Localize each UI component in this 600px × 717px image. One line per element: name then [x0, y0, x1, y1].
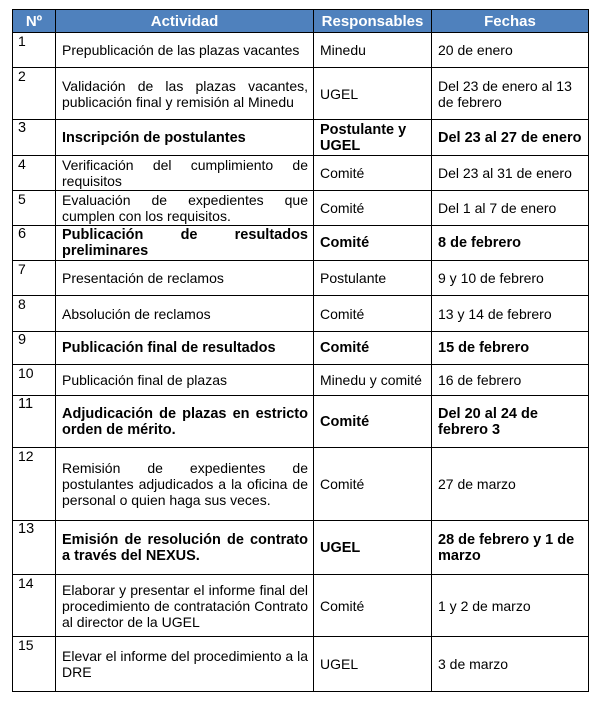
row-responsible: Comité	[314, 226, 432, 261]
row-responsible: Comité	[314, 396, 432, 448]
row-dates: Del 1 al 7 de enero	[432, 191, 589, 226]
row-responsible: Comité	[314, 575, 432, 637]
header-responsible: Responsables	[314, 10, 432, 33]
row-dates: Del 20 al 24 de febrero 3	[432, 396, 589, 448]
table-row	[13, 332, 589, 365]
row-activity: Validación de las plazas vacantes, publicación final y remisión al Minedu	[56, 68, 314, 120]
table-row	[13, 68, 589, 120]
row-activity: Verificación del cumplimiento de requisitos	[56, 156, 314, 191]
row-number: 4	[13, 156, 56, 191]
row-responsible: UGEL	[314, 637, 432, 692]
row-activity: Prepublicación de las plazas vacantes	[56, 33, 314, 68]
table-row	[13, 365, 589, 396]
row-activity: Evaluación de expedientes que cumplen con los requisitos.	[56, 191, 314, 226]
row-number: 12	[13, 448, 56, 521]
header-row	[13, 10, 589, 33]
row-number: 8	[13, 296, 56, 332]
row-number: 3	[13, 120, 56, 156]
row-activity: Absolución de reclamos	[56, 296, 314, 332]
row-dates: 3 de marzo	[432, 637, 589, 692]
row-number: 7	[13, 261, 56, 296]
table-row	[13, 120, 589, 156]
row-responsible: Postulante y UGEL	[314, 120, 432, 156]
row-responsible: Comité	[314, 448, 432, 521]
row-number: 10	[13, 365, 56, 396]
row-activity: Publicación de resultados preliminares	[56, 226, 314, 261]
row-dates: 9 y 10 de febrero	[432, 261, 589, 296]
row-activity: Publicación final de resultados	[56, 332, 314, 365]
table-row	[13, 521, 589, 575]
row-dates: Del 23 de enero al 13 de febrero	[432, 68, 589, 120]
row-dates: 13 y 14 de febrero	[432, 296, 589, 332]
row-responsible: Comité	[314, 296, 432, 332]
row-activity: Elaborar y presentar el informe final del procedimiento de contratación Contrato al director de la UGEL	[56, 575, 314, 637]
row-activity: Remisión de expedientes de postulantes adjudicados a la oficina de personal o quien haga sus veces.	[56, 448, 314, 521]
row-responsible: Postulante	[314, 261, 432, 296]
row-responsible: Comité	[314, 191, 432, 226]
row-dates: Del 23 al 31 de enero	[432, 156, 589, 191]
row-activity: Inscripción de postulantes	[56, 120, 314, 156]
table-row	[13, 156, 589, 191]
row-number: 14	[13, 575, 56, 637]
table-row	[13, 33, 589, 68]
header-activity: Actividad	[56, 10, 314, 33]
row-dates: 28 de febrero y 1 de marzo	[432, 521, 589, 575]
row-dates: 20 de enero	[432, 33, 589, 68]
table-row	[13, 226, 589, 261]
row-number: 1	[13, 33, 56, 68]
row-dates: 8 de febrero	[432, 226, 589, 261]
table-row	[13, 575, 589, 637]
header-number: Nº	[13, 10, 56, 33]
row-responsible: UGEL	[314, 521, 432, 575]
table-row	[13, 191, 589, 226]
row-number: 13	[13, 521, 56, 575]
row-number: 6	[13, 226, 56, 261]
row-dates: 1 y 2 de marzo	[432, 575, 589, 637]
row-dates: 27 de marzo	[432, 448, 589, 521]
schedule-table	[12, 9, 589, 692]
row-dates: 15 de febrero	[432, 332, 589, 365]
row-number: 11	[13, 396, 56, 448]
row-responsible: Comité	[314, 156, 432, 191]
row-responsible: Minedu	[314, 33, 432, 68]
row-responsible: Minedu y comité	[314, 365, 432, 396]
row-number: 2	[13, 68, 56, 120]
row-responsible: UGEL	[314, 68, 432, 120]
row-responsible: Comité	[314, 332, 432, 365]
table-row	[13, 296, 589, 332]
row-number: 9	[13, 332, 56, 365]
row-dates: Del 23 al 27 de enero	[432, 120, 589, 156]
table-row	[13, 261, 589, 296]
table-row	[13, 637, 589, 692]
header-dates: Fechas	[432, 10, 589, 33]
row-activity: Elevar el informe del procedimiento a la DRE	[56, 637, 314, 692]
table-row	[13, 396, 589, 448]
row-activity: Adjudicación de plazas en estricto orden de mérito.	[56, 396, 314, 448]
row-activity: Publicación final de plazas	[56, 365, 314, 396]
row-dates: 16 de febrero	[432, 365, 589, 396]
row-number: 15	[13, 637, 56, 692]
row-number: 5	[13, 191, 56, 226]
table-row	[13, 448, 589, 521]
row-activity: Emisión de resolución de contrato a través del NEXUS.	[56, 521, 314, 575]
row-activity: Presentación de reclamos	[56, 261, 314, 296]
